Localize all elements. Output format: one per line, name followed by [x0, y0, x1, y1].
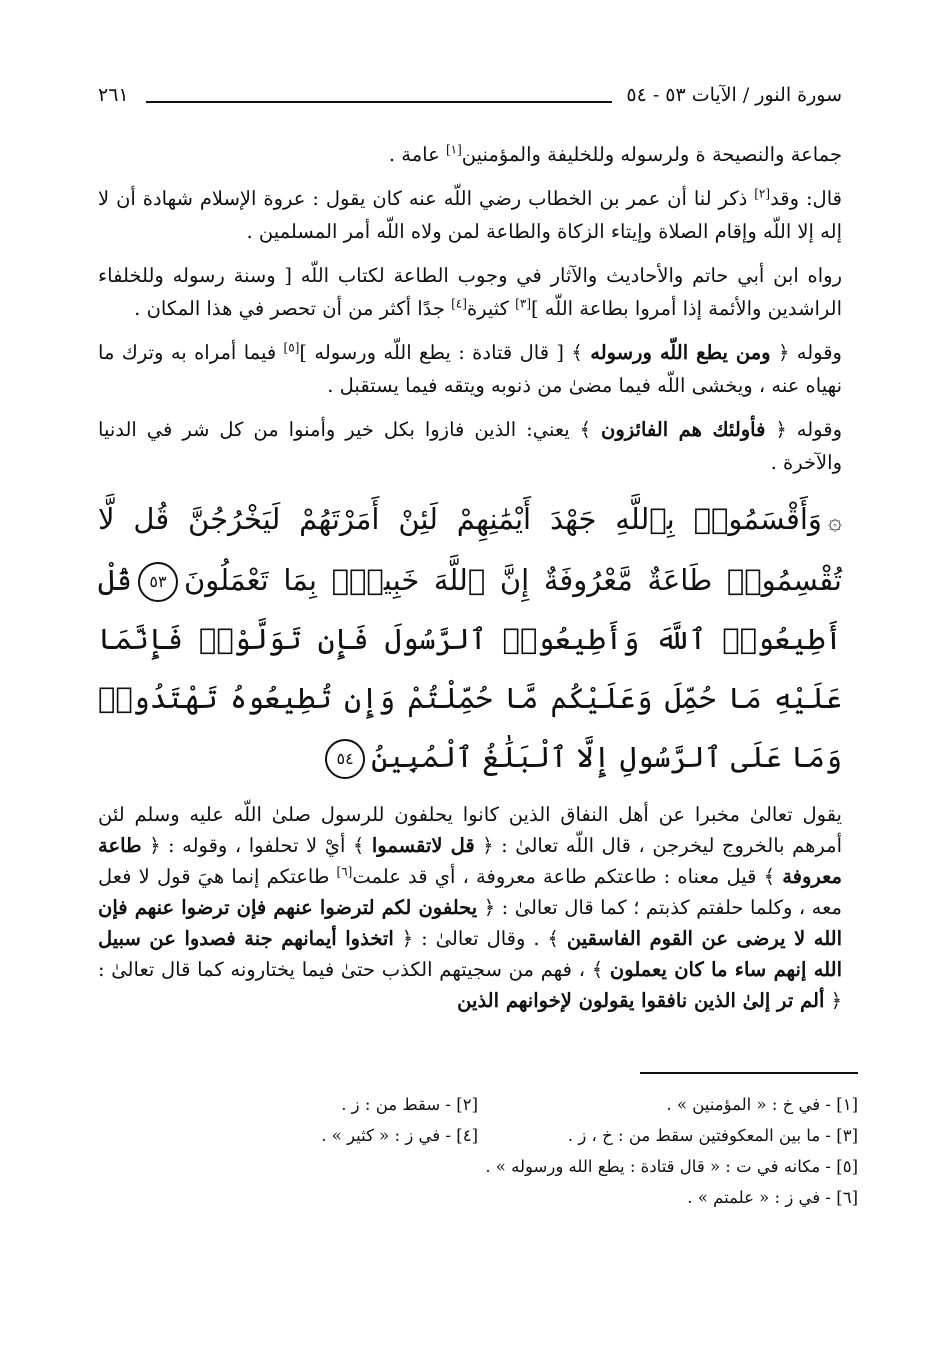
footnote-ref-5: [٥]	[283, 340, 300, 355]
footnotes	[180, 1095, 858, 1219]
text: يقول تعالىٰ مخبرا عن أهل النفاق الذين كانوا يحلفون للرسول صلىٰ اللّه عليه وسلم لئن أمرهم بالخروج ليخرجن ، قال اللّه تعالىٰ : ﴿	[98, 802, 842, 857]
quran-verses-block	[98, 490, 842, 787]
footnote-row	[180, 1095, 858, 1126]
footnote-ref-4: [٤]	[451, 296, 467, 311]
text: رواه ابن أبي حاتم والأحاديث والآثار في وجوب الطاعة لكتاب اللّه [ وسنة رسوله وللخلفاء الراشدين والأئمة إذا أمروا بطاعة اللّه ]	[98, 264, 842, 320]
footnote-1: [١] - في خ : « المؤمنين » .	[666, 1095, 858, 1114]
paragraph-2	[98, 182, 842, 248]
footnote-4: [٤] - في ز : « كثير » .	[321, 1126, 478, 1145]
text: ﴾ [ قال قتادة : يطع اللّه ورسوله ]	[299, 341, 591, 364]
text: ﴾ . وقال تعالىٰ : ﴿	[393, 926, 567, 950]
header-rule	[146, 101, 612, 103]
surah-reference: سورة النور / الآيات ٥٣ - ٥٤	[626, 84, 842, 106]
footnote-ref-6: [٦]	[336, 864, 353, 878]
quoted-verse: اتخذوا أيمانهم جنة فصدوا عن سبيل الله إنهم ساء ما كان يعملون	[98, 926, 842, 981]
paragraph-4	[98, 336, 842, 402]
text: ﴾ قيل معناه : طاعتكم طاعة معروفة ، أي قد علمت	[352, 864, 783, 888]
paragraph-3	[98, 259, 842, 325]
footnote-5: [٥] - مكانه في ت : « قال قتادة : يطع الله ورسوله » .	[485, 1157, 858, 1176]
tafsir-paragraph	[98, 799, 842, 1016]
text: ﴾ ، فهم من سجيتهم الكذب حتىٰ فيما يختارونه كما قال تعالىٰ : ﴿	[98, 957, 842, 1012]
footnote-2: [٢] - سقط من : ز .	[341, 1095, 478, 1114]
text: قال: وقد	[770, 187, 842, 210]
footnote-ref-1: [١]	[445, 142, 462, 157]
verse-number-54: ٥٤	[325, 739, 365, 779]
verse-53-text: وَأَقْسَمُوا۟ بِٱللَّهِ جَهْدَ أَيْمَٰنِهِمْ لَئِنْ أَمَرْتَهُمْ لَيَخْرُجُنَّ قُل لَّا تُقْسِمُوا۟ طَاعَةٌ مَّعْرُوفَةٌ إِنَّ ٱللَّهَ خَبِيرٌۢ بِمَا تَعْمَلُونَ	[98, 502, 842, 597]
text: عامة .	[388, 143, 446, 166]
quoted-verse: طاعة معروفة	[98, 833, 842, 888]
text: جدًا أكثر من أن تحصر في هذا المكان .	[134, 297, 452, 320]
footnote-6: [٦] - في ز : « علمتم » .	[687, 1188, 858, 1207]
footnote-row	[180, 1157, 858, 1188]
text: ذكر لنا أن عمر بن الخطاب رضي اللّه عنه كان يقول : عروة الإسلام شهادة أن لا إله إلا اللّه وإقام الصلاة وإيتاء الزكاة والطاعة لمن ولاه اللّه أمر المسلمين .	[98, 187, 842, 243]
verse-number-53: ٥٣	[138, 562, 178, 602]
quoted-verse: ألم تر إلىٰ الذين نافقوا يقولون لإخوانهم الذين	[457, 988, 825, 1012]
quoted-verse: قل لاتقسموا	[371, 833, 475, 857]
footnote-separator	[640, 1072, 858, 1074]
hizb-star-icon: ۞	[827, 506, 842, 535]
footnote-ref-2: [٢]	[754, 186, 771, 201]
page-body	[98, 138, 842, 1016]
text: طاعتكم إنما هيَ قول لا فعل معه ، وكلما حلفتم كذبتم ؛ كما قال تعالىٰ : ﴿	[98, 864, 842, 919]
text: كثيرة	[466, 297, 516, 320]
paragraph-5	[98, 413, 842, 479]
page-number: ٢٦١	[98, 84, 129, 106]
paragraph-1	[98, 138, 842, 171]
footnote-ref-3: [٣]	[515, 296, 531, 311]
footnote-row	[180, 1126, 858, 1157]
verse-54-text: قُلْ أَطِيعُوا۟ ٱللَّهَ وَأَطِيعُوا۟ ٱلرَّسُولَ فَإِن تَوَلَّوْا۟ فَإِنَّمَا عَلَيْهِ مَا حُمِّلَ وَعَلَيْكُم مَّا حُمِّلْتُمْ وَإِن تُطِيعُوهُ تَهْتَدُوا۟ وَمَا عَلَى ٱلرَّسُولِ إِلَّا ٱلْبَلَٰغُ ٱلْمُبِينُ	[98, 562, 842, 774]
footnote-3: [٣] - ما بين المعكوفتين سقط من : خ ، ز .	[567, 1126, 858, 1145]
quoted-verse: فأولئك هم الفائزون	[601, 418, 766, 441]
text: جماعة والنصيحة ة ولرسوله وللخليفة والمؤمنين	[461, 143, 842, 166]
footnote-row	[180, 1188, 858, 1219]
quoted-verse: يحلفون لكم لترضوا عنهم فإن ترضوا عنهم فإن الله لا يرضى عن القوم الفاسقين	[98, 895, 843, 950]
text: وقوله ﴿	[770, 341, 842, 364]
quoted-verse: ومن يطع اللّه ورسوله	[590, 341, 771, 364]
page-header	[98, 84, 842, 118]
text: ﴾ يعني: الذين فازوا بكل خير وأمنوا من كل شر في الدنيا والآخرة .	[98, 418, 842, 474]
text: ﴾ أيْ لا تحلفوا ، وقوله : ﴿	[141, 833, 372, 857]
text: فيما أمراه به وترك ما نهياه عنه ، ويخشى اللّه فيما مضىٰ من ذنوبه ويتقه فيما يستقبل .	[98, 341, 842, 397]
text: وقوله ﴿	[765, 418, 842, 441]
